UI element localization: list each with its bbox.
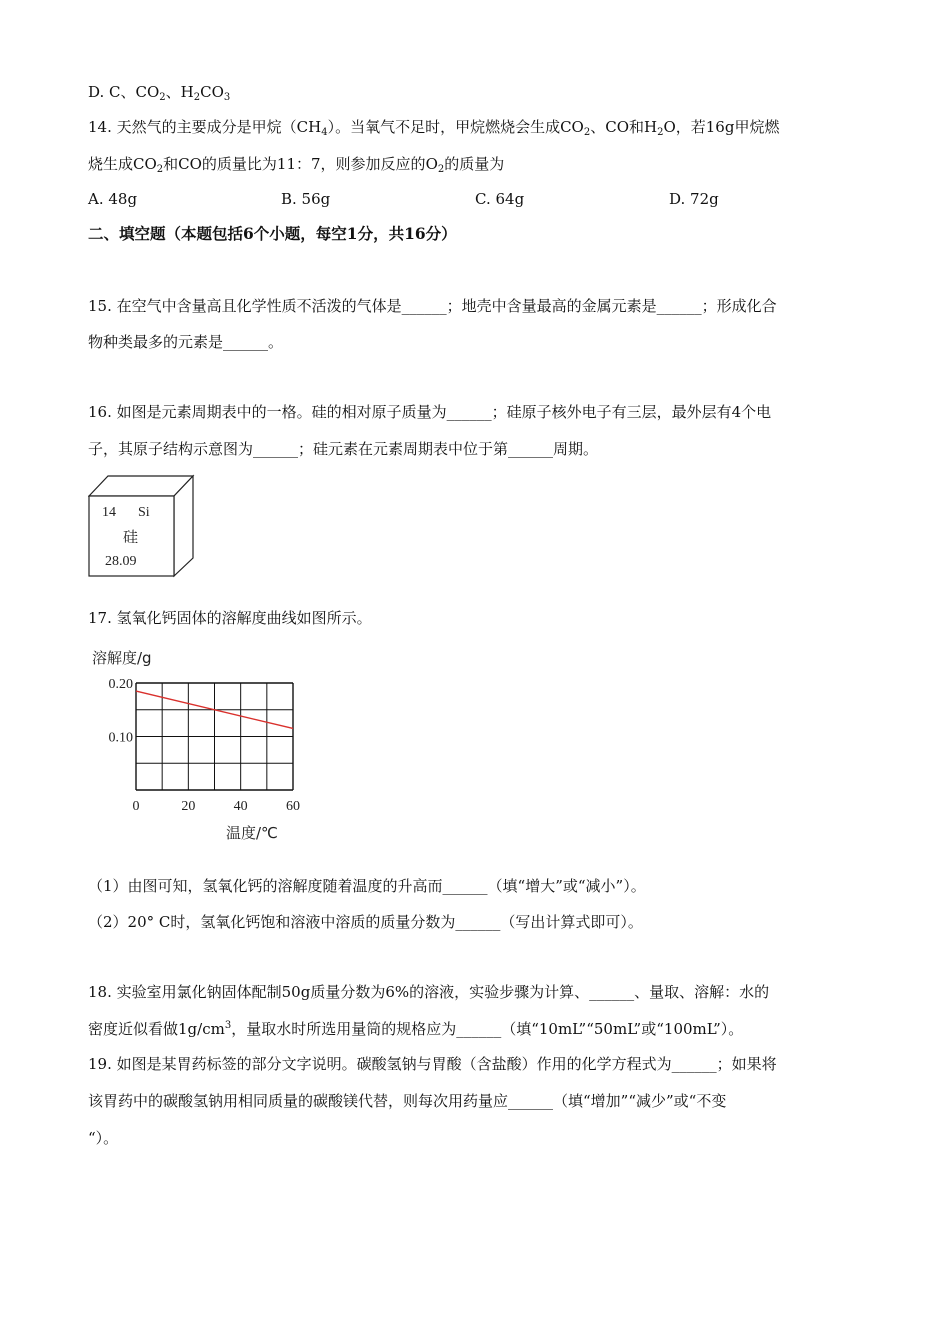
x-tick-label: 40 — [233, 799, 248, 814]
q15-line-2: 物种类最多的元素是______。 — [88, 333, 284, 351]
chart-y-ticks — [109, 677, 134, 746]
solubility-chart — [88, 645, 318, 850]
q19-line-1: 19. 如图是某胃药标签的部分文字说明。碳酸氢钠与胃酸（含盐酸）作用的化学方程式为______；如果将 — [88, 1055, 777, 1073]
x-tick-label: 20 — [181, 799, 196, 814]
q16-line-1: 16. 如图是元素周期表中的一格。硅的相对原子质量为______；硅原子核外电子有三层，最外层有4个电 — [88, 403, 772, 421]
q14-option-b: B. 56g — [281, 190, 331, 208]
chart-x-label: 温度/℃ — [226, 824, 278, 842]
x-tick-label: 60 — [286, 799, 300, 814]
chart-x-ticks — [133, 799, 301, 814]
q19-line-2: 该胃药中的碳酸氢钠用相同质量的碳酸镁代替，则每次用药量应______（填“增加”“减少”或“不变 — [88, 1092, 727, 1110]
q16-line-2: 子，其原子结构示意图为______；硅元素在元素周期表中位于第______周期。 — [88, 440, 599, 458]
q14-option-c: C. 64g — [475, 190, 525, 208]
x-tick-label: 0 — [132, 799, 140, 814]
q14-line-1: 14. 天然气的主要成分是甲烷$(CH_4)$。当氧气不足时，甲烷燃烧会生成$CO_2$、CO和$H_2O$，若16g甲烷燃 — [88, 118, 780, 138]
element-number: 14 — [102, 505, 116, 520]
q18-line-2: 密度近似看做$1g/cm^3$，量取水时所选用量筒的规格应为______（填“10mL”“50mL”或“100mL”）。 — [88, 1020, 744, 1038]
element-symbol: Si — [138, 505, 150, 520]
y-tick-label: 0.20 — [108, 677, 133, 692]
q17-intro: 17. 氢氧化钙固体的溶解度曲线如图所示。 — [88, 609, 372, 627]
periodic-table-cell — [88, 474, 196, 578]
element-mass: 28.09 — [105, 554, 137, 569]
chart-grid — [136, 683, 293, 790]
q17-sub-1: （1）由图可知，氢氧化钙的溶解度随着温度的升高而______（填“增大”或“减小”）。 — [88, 877, 646, 895]
q13-option-d: D. C、$CO_2$、$H_2CO_3$ — [88, 83, 231, 103]
q15-line-1: 15. 在空气中含量高且化学性质不活泼的气体是______；地壳中含量最高的金属元素是______；形成化合 — [88, 297, 777, 315]
chart-y-label: 溶解度/g — [92, 649, 152, 667]
q14-option-a: A. 48g — [88, 190, 138, 208]
q14-option-d: D. 72g — [669, 190, 719, 208]
element-name: 硅 — [123, 528, 139, 546]
q14-line-2: 烧生成$CO_2$和CO的质量比为11：7，则参加反应的$O_2$的质量为 — [88, 155, 505, 175]
section-2-heading: 二、填空题（本题包括6个小题，每空1分，共16分） — [88, 224, 457, 243]
q18-line-1: 18. 实验室用氯化钠固体配制50g质量分数为6%的溶液，实验步骤为计算、______、量取、溶解：水的 — [88, 983, 770, 1001]
q19-line-3: “）。 — [88, 1129, 119, 1147]
q17-sub-2: （2）20° C时，氢氧化钙饱和溶液中溶质的质量分数为______（写出计算式即可）。 — [88, 913, 643, 931]
y-tick-label: 0.10 — [108, 730, 133, 746]
